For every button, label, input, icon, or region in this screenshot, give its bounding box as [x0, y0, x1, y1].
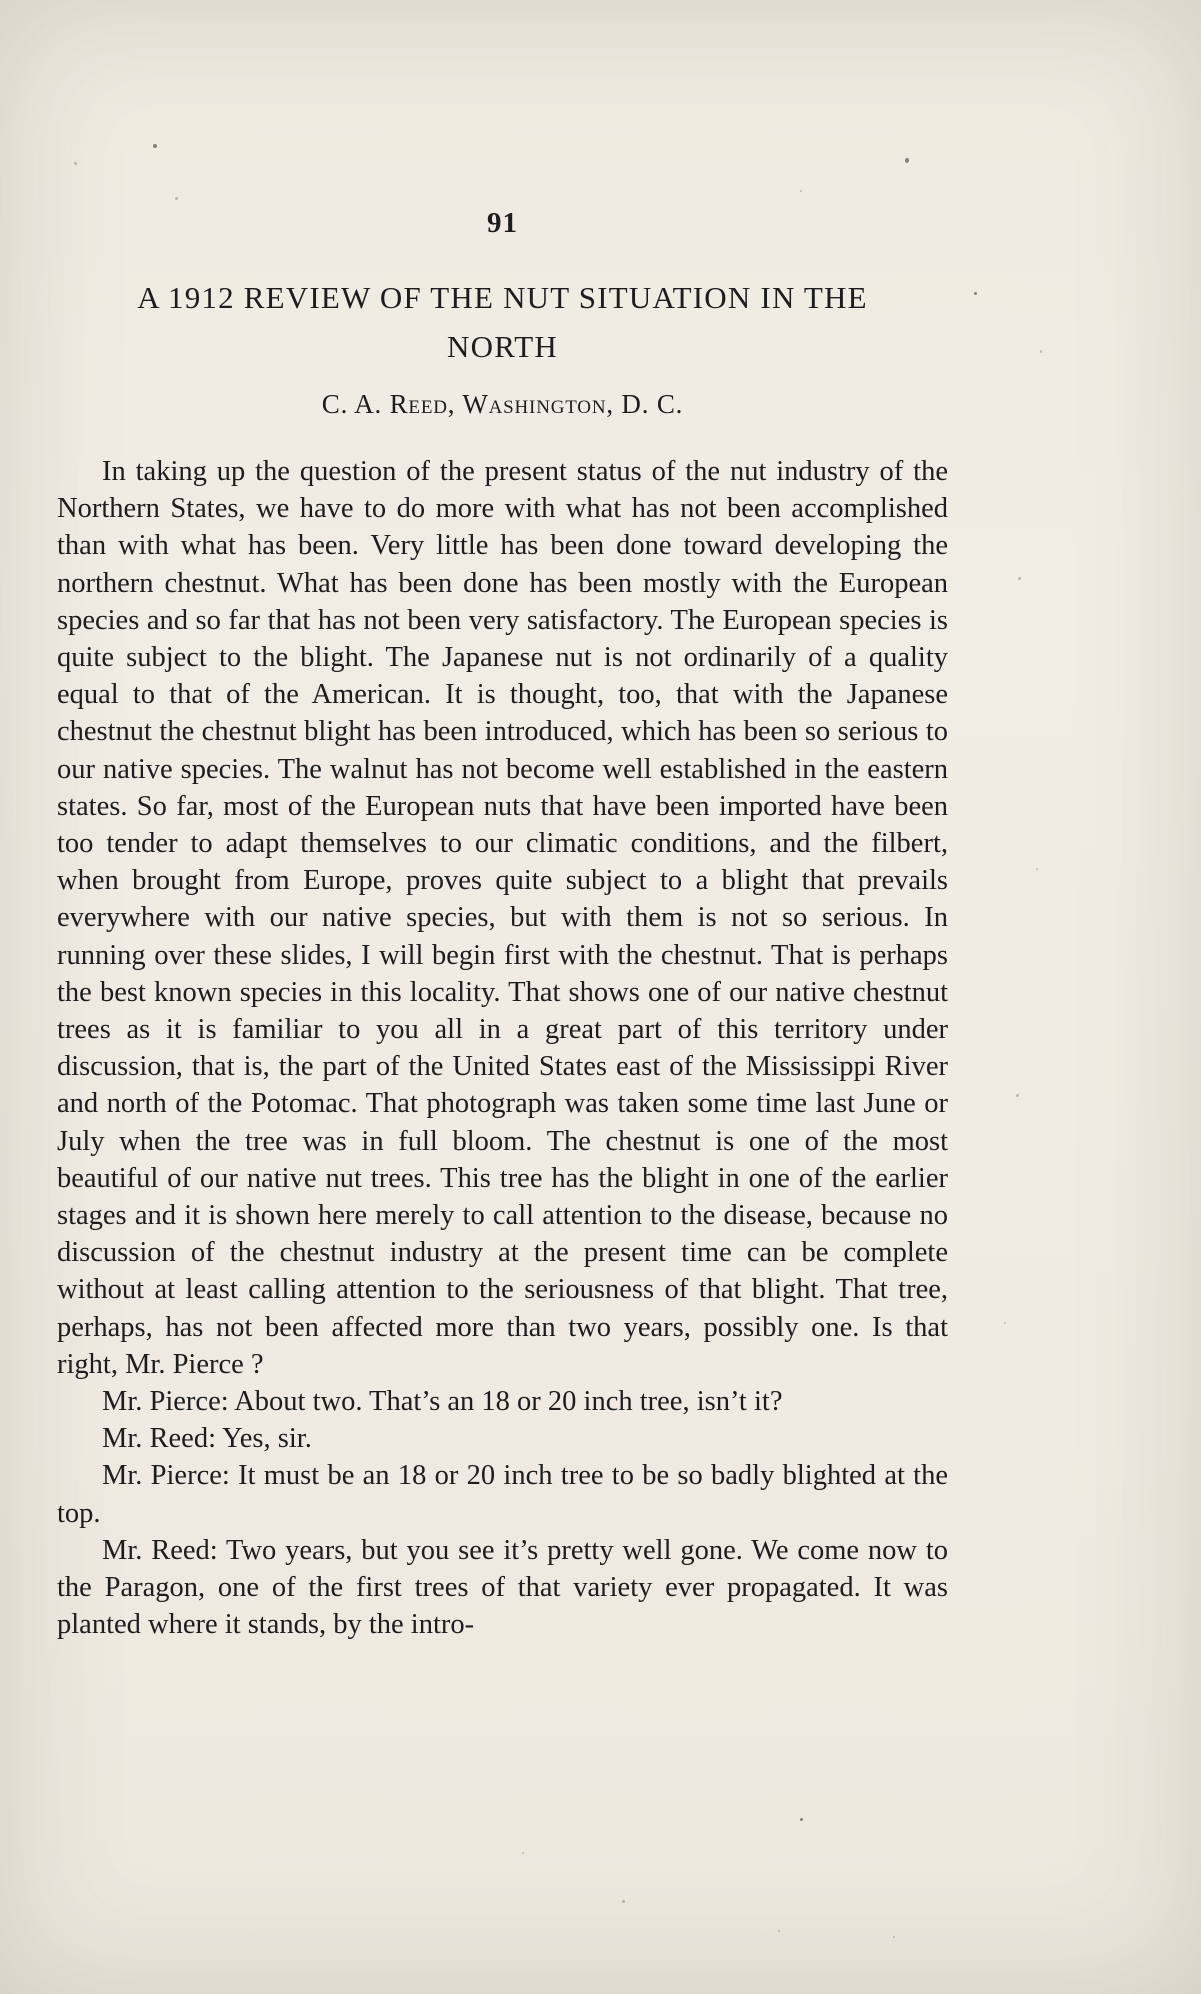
- ink-speck: [905, 158, 909, 163]
- ink-speck: [153, 144, 157, 148]
- paragraph-dialogue-reed-1: Mr. Reed: Yes, sir.: [102, 1423, 312, 1455]
- ink-speck: [1016, 1094, 1019, 1097]
- paragraph-intro: In taking up the question of the present status of the nut industry of the Northern States, we have to do more with what has not been accomplished than with what has been. Very little has been done toward developing the northern chestnut. What has been done has been mostly with the European species and so far that has not been very satisfactory. The European species is quite subject to the blight. The Japanese nut is not ordinarily of a quality equal to that of the American. It is thought, too, that with the Japanese chestnut the chestnut blight has been introduced, which has been so serious to our native species. The walnut has not become well established in the eastern states. So far, most of the European nuts that have been imported have been too tender to adapt themselves to our climatic conditions, and the filbert, when brought from Europe, proves quite subject to a blight that prevails everywhere with our native species, but with them is not so serious. In running over these slides, I will begin first with the chestnut. That is perhaps the best known species in this locality. That shows one of our native chestnut trees as it is familiar to you all in a great part of this territory under discussion, that is, the part of the United States east of the Mississippi River and north of the Potomac. That photograph was taken some time last June or July when the tree was in full bloom. The chestnut is one of the most beautiful of our native nut trees. This tree has the blight in one of the earlier stages and it is shown here merely to call attention to the disease, because no discussion of the chestnut industry at the present time can be complete without at least calling attention to the seriousness of that blight. That tree, perhaps, has not been affected more than two years, possibly one. Is that right, Mr. Pierce ?: [57, 456, 948, 1380]
- ink-speck: [1040, 350, 1042, 353]
- ink-speck: [778, 1930, 780, 1932]
- ink-speck: [622, 1900, 625, 1903]
- paragraph-dialogue-pierce-2: Mr. Pierce: It must be an 18 or 20 inch tree to be so badly blighted at the top.: [57, 1460, 948, 1529]
- article-title-line2: NORTH: [447, 329, 558, 364]
- paragraph-dialogue-reed-2: Mr. Reed: Two years, but you see it’s pretty well gone. We come now to the Paragon, one of the first trees of that variety ever propagated. It was planted where it stands, by the intro-: [57, 1534, 948, 1641]
- ink-speck: [893, 1936, 895, 1938]
- article-title-line1: A 1912 REVIEW OF THE NUT SITUATION IN THE: [137, 280, 868, 315]
- author-byline: C. A. Reed, Washington, D. C.: [321, 389, 684, 419]
- ink-speck: [800, 190, 802, 192]
- article-title: [57, 273, 948, 371]
- article-body: [57, 453, 948, 1644]
- ink-speck: [175, 197, 178, 200]
- ink-speck: [1004, 1322, 1006, 1324]
- paragraph-dialogue-pierce-1: Mr. Pierce: About two. That’s an 18 or 20 inch tree, isn’t it?: [102, 1386, 783, 1418]
- ink-speck: [800, 1818, 803, 1821]
- ink-speck: [74, 162, 77, 165]
- page-content: [57, 205, 948, 1644]
- ink-speck: [1018, 577, 1021, 580]
- ink-speck: [1036, 868, 1038, 870]
- page-number: 91: [487, 207, 518, 239]
- ink-speck: [522, 1852, 524, 1854]
- ink-speck: [974, 292, 977, 295]
